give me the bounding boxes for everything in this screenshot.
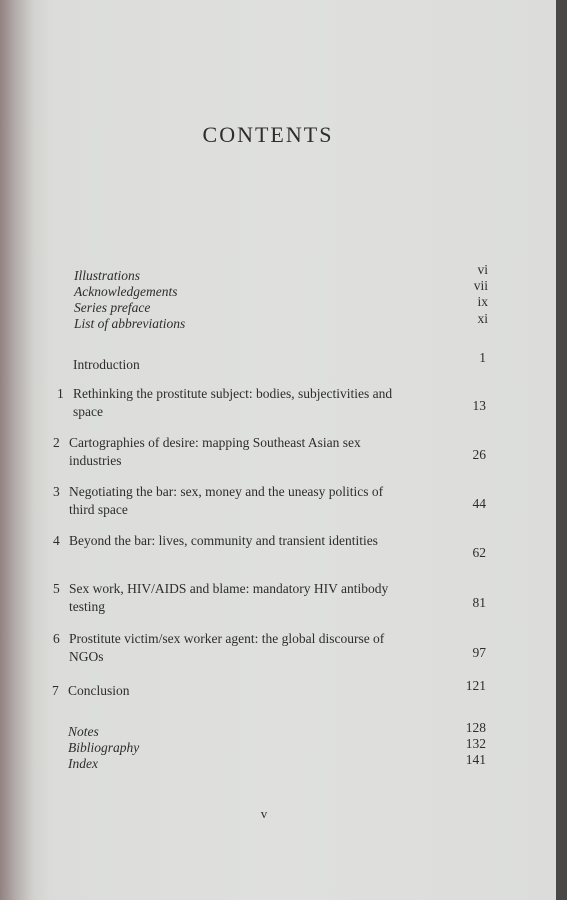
chapter-number: 6 — [53, 631, 60, 646]
page-number: 141 — [465, 752, 486, 767]
page-number: 97 — [472, 645, 486, 660]
front-matter-item: Illustrations — [74, 268, 141, 283]
front-matter-item: Series preface — [74, 300, 151, 315]
chapter-number: 4 — [53, 533, 60, 548]
page-number: xi — [477, 311, 488, 326]
introduction-title: Introduction — [73, 357, 140, 372]
chapter-title: Sex work, HIV/AIDS and blame: mandatory HIV antibody testing — [69, 581, 389, 614]
back-matter-list — [68, 724, 139, 772]
chapter-number: 5 — [53, 581, 60, 596]
page-number: 26 — [472, 447, 486, 462]
page-number: 44 — [472, 496, 486, 511]
chapter-title: Negotiating the bar: sex, money and the uneasy politics of third space — [69, 484, 384, 517]
page-number: 13 — [472, 398, 486, 413]
page-number: vi — [477, 262, 488, 277]
chapter-title: Cartographies of desire: mapping Southeast Asian sex industries — [69, 435, 361, 468]
chapter-number: 1 — [57, 386, 64, 401]
page-number: 121 — [465, 678, 486, 693]
folio-page-number: v — [260, 806, 268, 821]
contents-heading: CONTENTS — [202, 122, 334, 147]
chapter-title: Conclusion — [68, 683, 130, 698]
back-matter-item: Notes — [68, 724, 99, 739]
page-number: 62 — [472, 545, 486, 560]
front-matter-item: List of abbreviations — [74, 316, 186, 331]
page-number: 81 — [472, 595, 486, 610]
chapter-number: 3 — [53, 484, 60, 499]
chapter-title: Beyond the bar: lives, community and transient identities — [69, 533, 378, 548]
back-matter-item: Bibliography — [68, 740, 140, 755]
chapter-title: Rethinking the prostitute subject: bodies, subjectivities and space — [73, 386, 393, 419]
chapter-title: Prostitute victim/sex worker agent: the global discourse of NGOs — [69, 631, 385, 664]
chapter-number: 2 — [53, 435, 60, 450]
page-number: ix — [477, 294, 488, 309]
page-number: 132 — [465, 736, 486, 751]
back-matter-item: Index — [68, 756, 98, 771]
front-matter-item: Acknowledgements — [74, 284, 178, 299]
page-number: vii — [473, 278, 488, 293]
page-number: 1 — [479, 350, 486, 365]
page-number: 128 — [465, 720, 486, 735]
front-matter-list — [74, 268, 185, 332]
chapter-number: 7 — [52, 683, 59, 698]
